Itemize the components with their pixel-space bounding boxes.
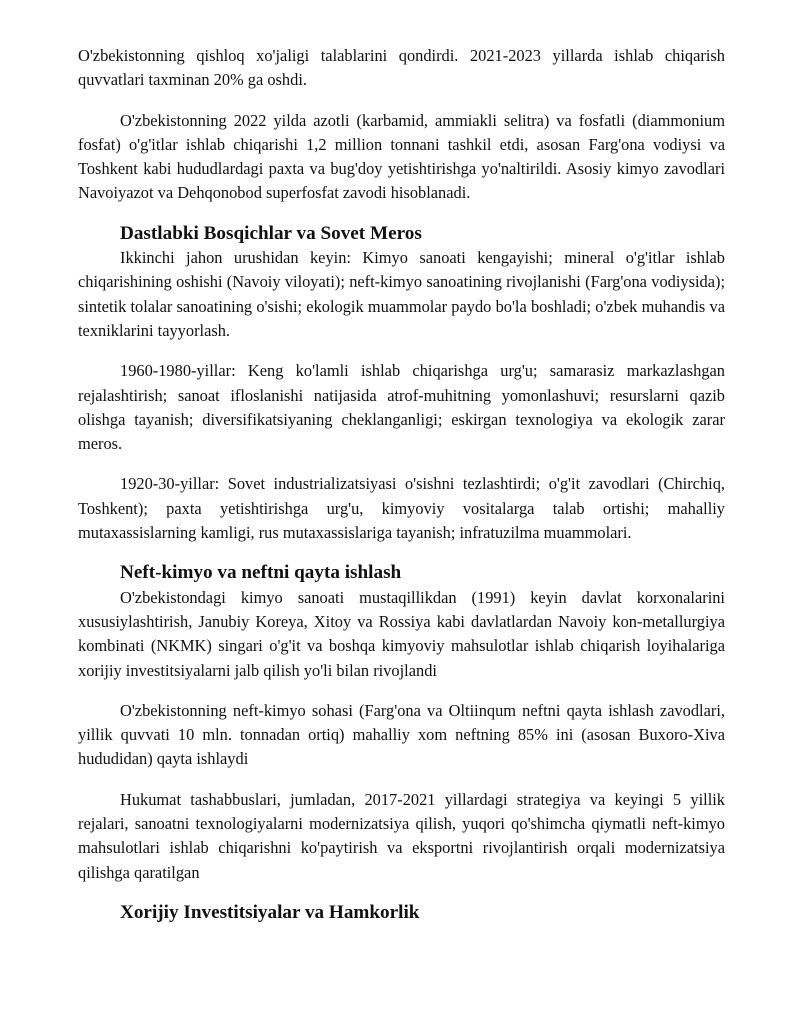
paragraph-gap (78, 456, 725, 472)
paragraph-gap (78, 93, 725, 109)
section-heading-foreign-investment: Xorijiy Investitsiyalar va Hamkorlik (120, 901, 420, 923)
paragraph-independence-development: O'zbekistondagi kimyo sanoati mustaqillikdan (1991) keyin davlat korxonalarini xususiylashtirish, Janubiy Koreya, Xitoy va Rossiya kabi davlatlardan Navoiy kon-metallurgiya kombinati (NKMK) singari o'g'it va boshqa kimyoviy mahsulotlar ishlab chiqarish loyihalariga xorijiy investitsiyalarni jalb qilish yo'li bilan rivojlandi (78, 587, 725, 680)
paragraph-gap (78, 206, 725, 222)
paragraph-refineries: O'zbekistonning neft-kimyo sohasi (Farg'ona va Oltiinqum neftni qayta ishlash zavodlari, yillik quvvati 10 mln. tonnadan ortiq) mahalliy xom neftning 85% ini (asosan Buxoro-Xiva hududidan) qayta ishlaydi (78, 700, 725, 769)
paragraph-post-war: Ikkinchi jahon urushidan keyin: Kimyo sanoati kengayishi; mineral o'g'itlar ishlab chiqarishining oshishi (Navoiy viloyati); neft-kimyo sanoatining rivojlanishi (Farg'ona vodiysida); sintetik tolalar sanoatining o'sishi; ekologik muammolar paydo bo'la boshladi; o'zbek muhandis va texniklarini tayyorlash. (78, 248, 725, 340)
paragraph-gap (78, 772, 725, 788)
section-heading-petrochemistry: Neft-kimyo va neftni qayta ishlash (120, 562, 402, 584)
paragraph-gap (78, 343, 725, 359)
paragraph-gap (78, 545, 725, 561)
paragraph-government-initiatives: Hukumat tashabbuslari, jumladan, 2017-2021 yillardagi strategiya va keyingi 5 yillik rejalari, sanoatni texnologiyalarni modernizatsiya qilish, yuqori qo'shimcha qiymatli neft-kimyo mahsulotlari ishlab chiqarishni ko'paytirish va eksportni rivojlantirish orqali modernizatsiya qilishga qaratilgan (78, 789, 725, 882)
paragraph-gap (78, 885, 725, 901)
paragraph-1920-30: 1920-30-yillar: Sovet industrializatsiyasi o'sishni tezlashtirdi; o'g'it zavodlari (Chirchiq, Toshkent); paxta yetishtirishga urg'u, kimyoviy vositalarga talab ortishi; mahalliy mutaxassislarning kamligi, rus mutaxassislariga tayanish; infratuzilma muammolari. (78, 474, 725, 543)
paragraph-fertilizer-production: O'zbekistonning 2022 yilda azotli (karbamid, ammiakli selitra) va fosfatli (diammonium fosfat) o'g'itlar ishlab chiqarishi 1,2 million tonnani tashkil etdi, asosan Farg'ona vodiysi va Toshkent kabi hududlardagi paxta va bug'doy yetishtirishga yo'naltirildi. Asosiy kimyo zavodlari Navoiyazot va Dehqonobod superfosfat zavodi hisoblanadi. (78, 110, 725, 203)
paragraph-gap (78, 683, 725, 699)
paragraph-1960-1980: 1960-1980-yillar: Keng ko'lamli ishlab chiqarishga urg'u; samarasiz markazlashgan rejalashtirish; sanoat ifloslanishi natijasida atrof-muhitning yomonlashuvi; resurslarni qazib olishga tayanish; diversifikatsiyaning cheklanganligi; eskirgan texnologiya va ekologik zarar meros. (78, 361, 725, 454)
paragraph-intro-continued: O'zbekistonning qishloq xo'jaligi talablarini qondirdi. 2021-2023 yillarda ishlab chiqarish quvvatlari taxminan 20% ga oshdi. (78, 46, 725, 90)
section-heading-soviet-heritage: Dastlabki Bosqichlar va Sovet Meros (120, 222, 422, 244)
